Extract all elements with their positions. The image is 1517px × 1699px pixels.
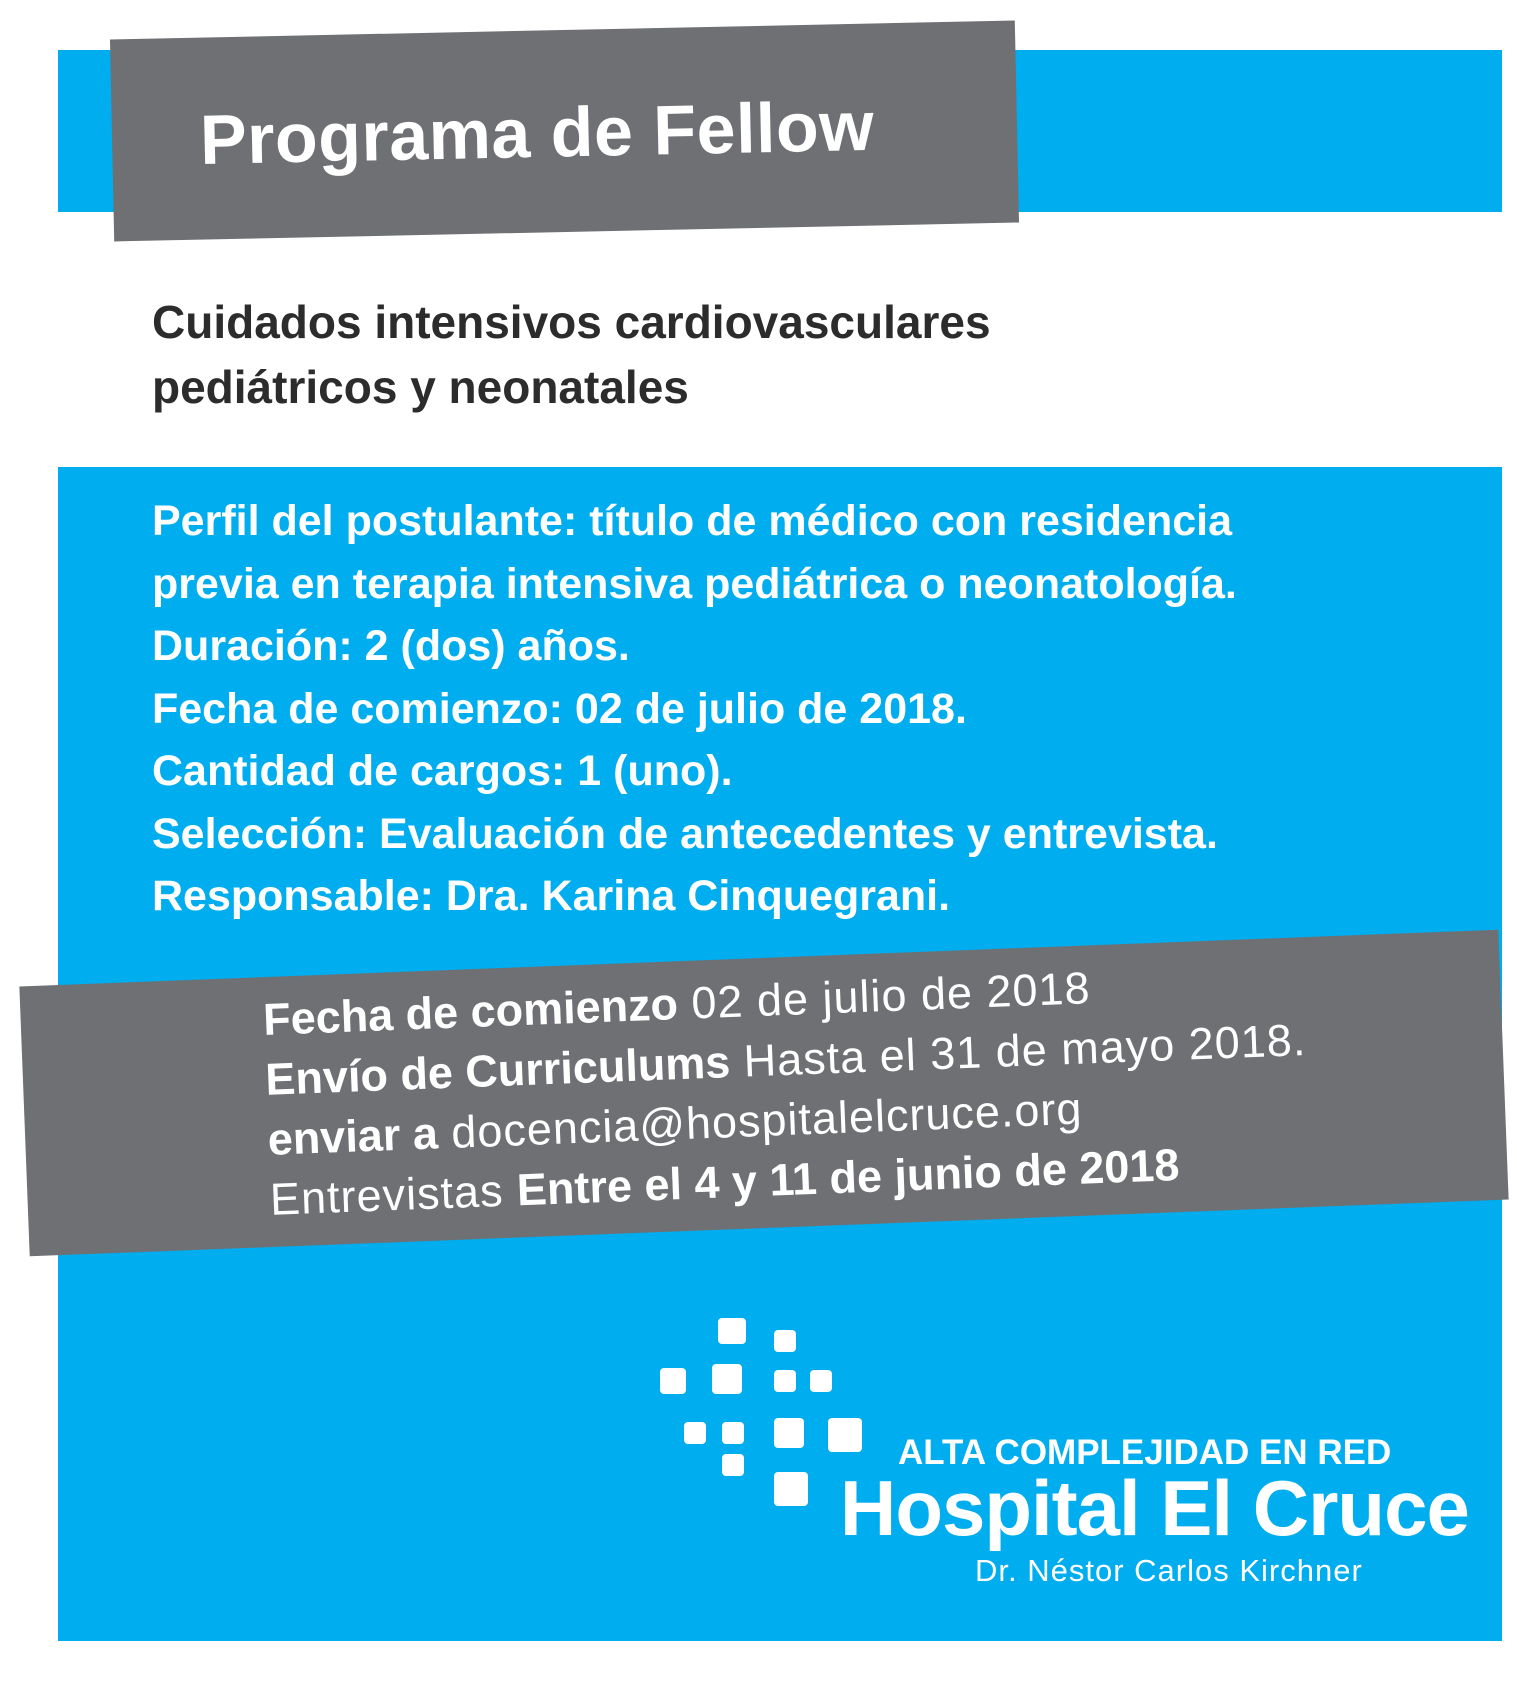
detail-value: Dra. Karina Cinquegrani. [433,872,951,920]
detail-duration [152,615,1492,678]
detail-label: Responsable: [152,872,434,920]
detail-value: previa en terapia intensiva pediátrica o neonatología. [152,559,1237,608]
detail-value: Evaluación de antecedentes y entrevista. [367,809,1218,858]
highlights-text [262,944,1470,1230]
detail-positions [152,740,1492,803]
highlight-value: 02 de julio de 2018 [676,962,1092,1030]
detail-value: 1 (uno). [565,747,733,795]
detail-responsible [152,865,1492,928]
detail-label: Selección: [152,809,368,858]
logo-tagline: ALTA COMPLEJIDAD EN RED [898,1433,1392,1472]
highlight-value: Hasta el 31 de mayo 2018. [729,1013,1308,1088]
detail-value: 2 (dos) años. [352,622,630,670]
highlight-label: enviar a [266,1107,439,1165]
detail-label: Fecha de comienzo: [152,684,563,733]
logo-hospital-name: Hospital El Cruce [840,1464,1469,1552]
highlight-label: Fecha de comienzo [262,978,679,1045]
page-title: Programa de Fellow [199,86,875,179]
detail-label: Duración: [152,622,353,670]
highlight-value: Entre el 4 y 11 de junio de 2018 [515,1138,1181,1216]
program-details [152,490,1492,928]
subtitle-line-2: pediátricos y neonatales [152,361,689,413]
contact-email[interactable]: docencia@hospitalelcruce.org [436,1082,1084,1159]
detail-label: Cantidad de cargos: [152,747,566,795]
detail-start-date [152,678,1492,741]
detail-value: título de médico con residencia [577,497,1232,545]
detail-value: 02 de julio de 2018. [562,684,967,733]
detail-selection [152,803,1492,866]
detail-profile-cont [152,553,1492,616]
detail-profile [152,490,1492,553]
detail-label: Perfil del postulante: [152,497,578,545]
program-subtitle [152,290,1452,420]
subtitle-line-1: Cuidados intensivos cardiovasculares [152,296,991,348]
highlight-label: Entrevistas [269,1164,518,1225]
logo-subname: Dr. Néstor Carlos Kirchner [975,1553,1363,1588]
highlight-label: Envío de Curriculums [264,1036,732,1105]
